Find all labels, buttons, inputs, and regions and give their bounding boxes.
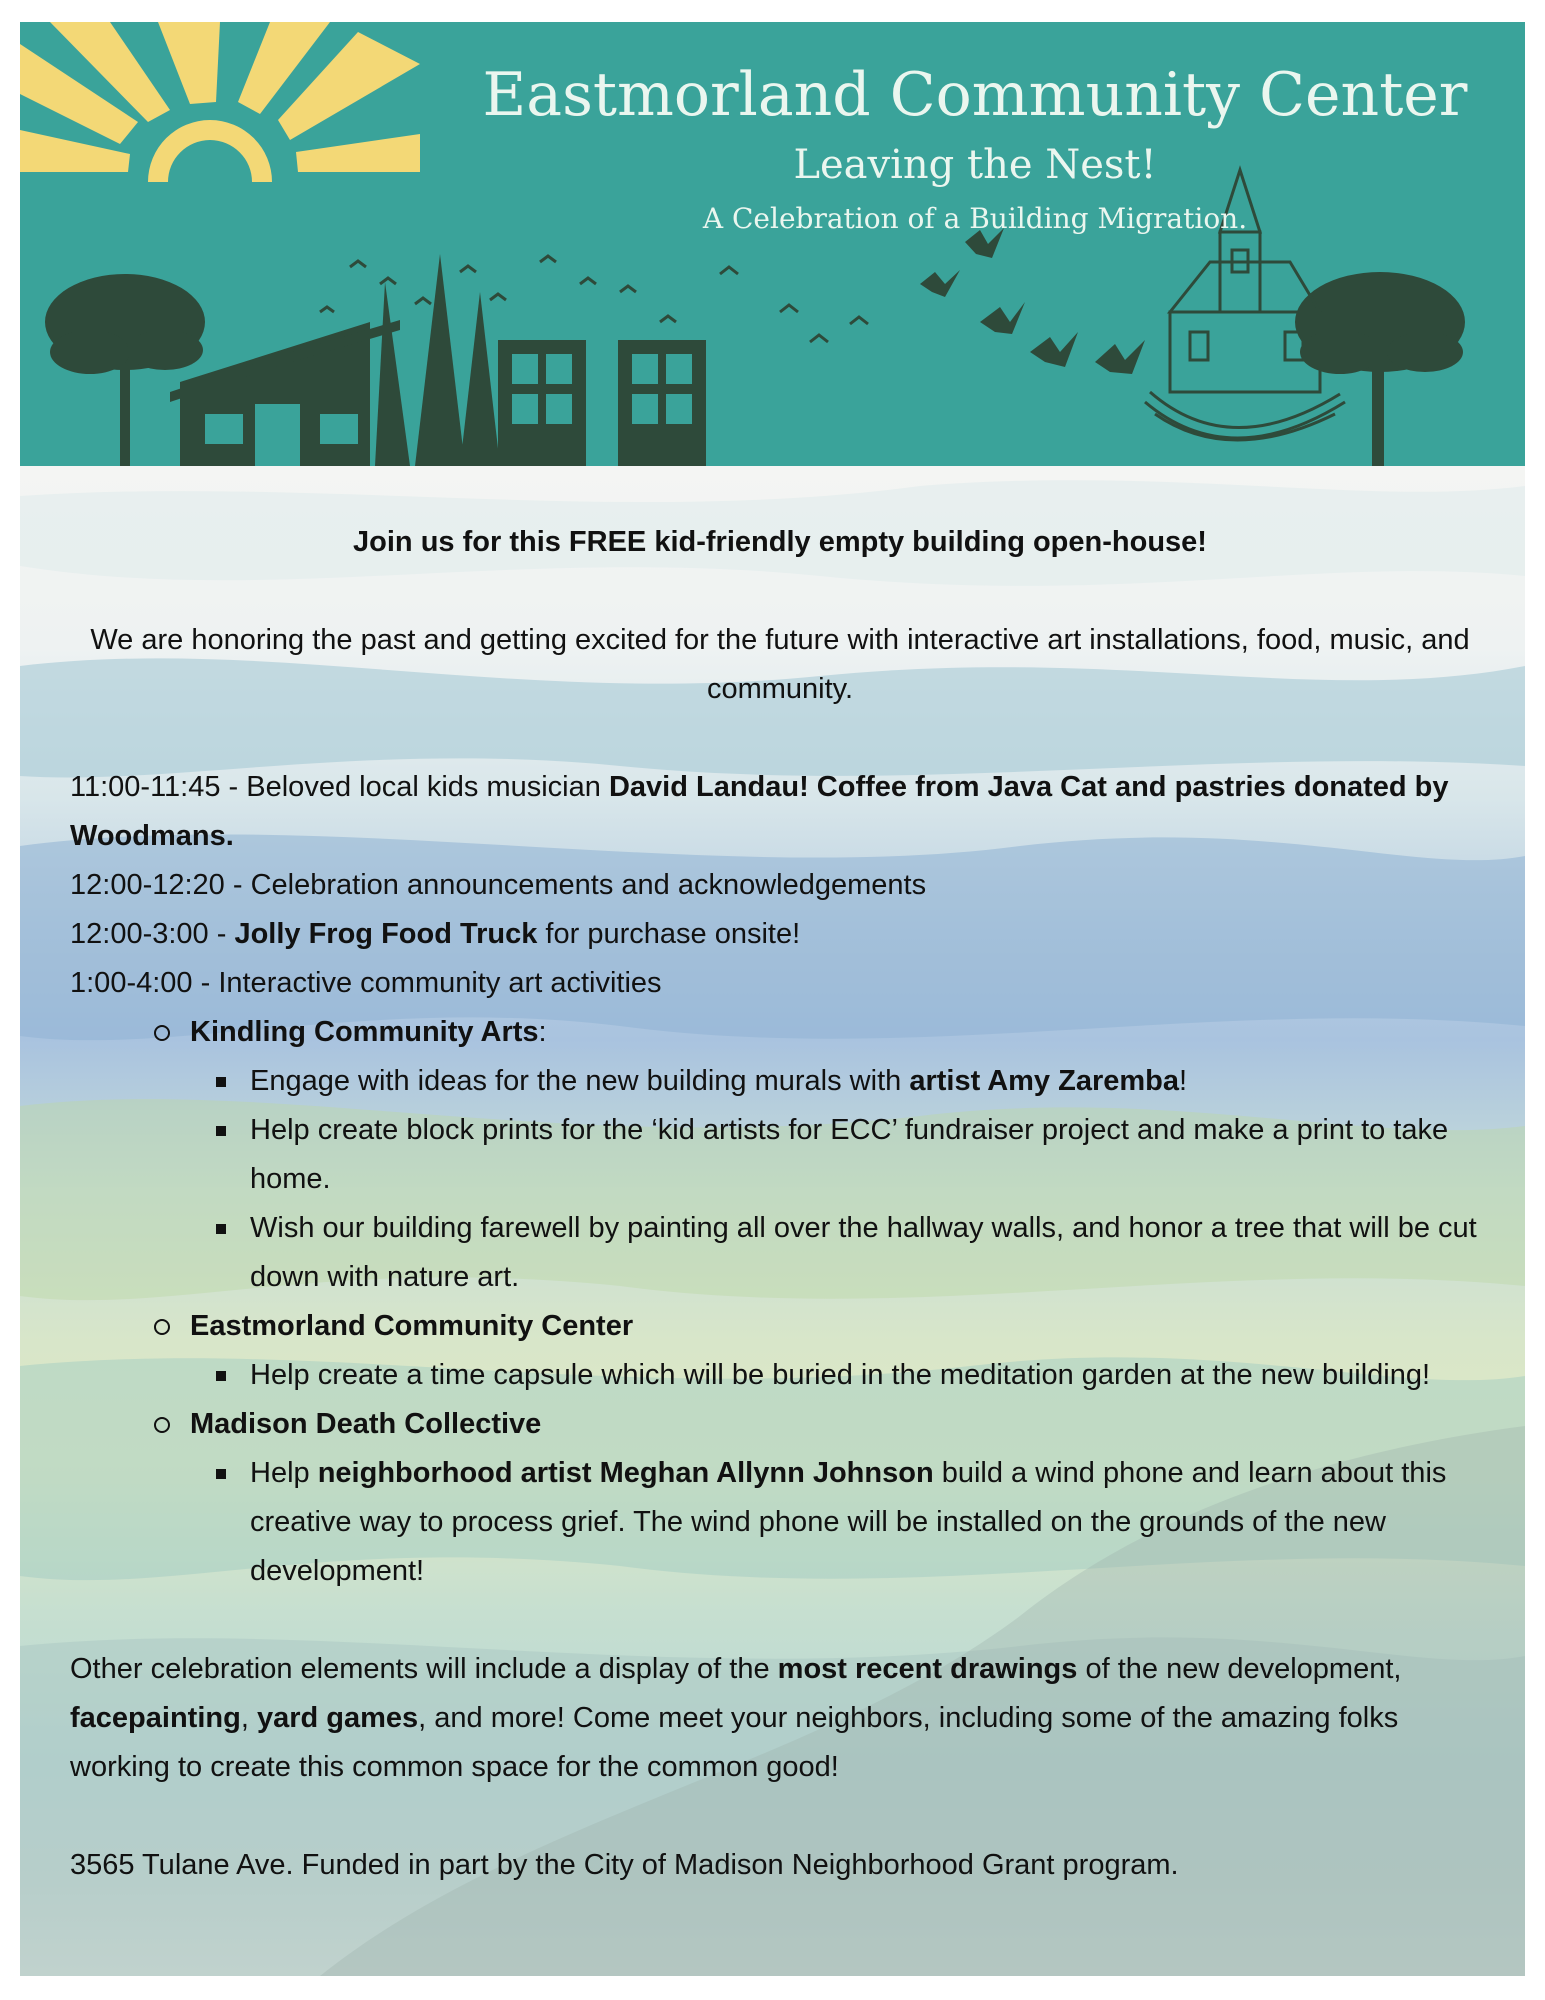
activity-group xyxy=(70,1400,1490,1449)
schedule-time: 12:00-3:00 xyxy=(70,918,209,950)
schedule-text: - Celebration announcements and acknowledgements xyxy=(224,869,927,901)
other-text: of the new development, xyxy=(1077,1653,1402,1685)
other-text: Other celebration elements will include a display of the xyxy=(70,1653,778,1685)
item-text: Wish our building farewell by painting all over the hallway walls, and honor a tree that will be cut down with nature art. xyxy=(250,1212,1477,1293)
square-bullet-icon xyxy=(216,1077,226,1087)
activity-item xyxy=(70,1057,1490,1106)
schedule-text: - Beloved local kids musician xyxy=(220,771,609,803)
schedule-item xyxy=(70,763,1490,861)
schedule-after: for purchase onsite! xyxy=(537,918,801,950)
watercolor-body xyxy=(20,466,1525,1976)
schedule-list xyxy=(70,763,1490,1008)
other-highlight: yard games xyxy=(256,1702,419,1734)
item-text: Help xyxy=(250,1457,318,1489)
schedule-highlight: David Landau! Coffee from Java Cat and pastries donated by Woodmans. xyxy=(70,771,1449,852)
schedule-item xyxy=(70,861,1490,910)
group-suffix: : xyxy=(538,1016,547,1048)
activity-item xyxy=(70,1351,1490,1400)
item-highlight: artist Amy Zaremba xyxy=(909,1065,1180,1097)
header-banner xyxy=(20,22,1525,466)
skyline-silhouette xyxy=(45,254,1465,466)
activity-group xyxy=(70,1008,1490,1057)
item-text: Engage with ideas for the new building murals with xyxy=(250,1065,910,1097)
item-text: Help create block prints for the ‘kid artists for ECC’ fundraiser project and make a print to take home. xyxy=(250,1114,1449,1195)
schedule-time: 1:00-4:00 xyxy=(70,967,193,999)
square-bullet-icon xyxy=(216,1469,226,1479)
intro-headline: Join us for this FREE kid-friendly empty building open-house! xyxy=(353,526,1207,558)
page-subtitle: Leaving the Nest! xyxy=(793,142,1157,188)
intro-description: We are honoring the past and getting excited for the future with interactive art installations, food, music, and community. xyxy=(90,624,1470,705)
other-highlight: most recent drawings xyxy=(777,1653,1078,1685)
group-name: Madison Death Collective xyxy=(190,1408,542,1440)
schedule-highlight: Jolly Frog Food Truck xyxy=(234,918,538,950)
birds-flock-icon xyxy=(320,256,868,342)
circle-bullet-icon xyxy=(154,1025,170,1041)
other-text: , and more! Come meet your neighbors, including some of the amazing folks working to create this common space for the common good! xyxy=(70,1702,1399,1783)
sun-icon xyxy=(20,22,420,182)
other-text: , xyxy=(240,1702,257,1734)
circle-bullet-icon xyxy=(154,1319,170,1335)
schedule-text: - Interactive community art activities xyxy=(192,967,662,999)
item-text: Help create a time capsule which will be buried in the meditation garden at the new building! xyxy=(250,1359,1431,1391)
square-bullet-icon xyxy=(216,1224,226,1234)
schedule-time: 12:00-12:20 xyxy=(70,869,225,901)
activity-groups xyxy=(70,1008,1490,1596)
group-name: Kindling Community Arts xyxy=(190,1016,539,1048)
page-title: Eastmorland Community Center xyxy=(482,60,1468,130)
birds-large-icon xyxy=(920,228,1145,374)
schedule-text: - xyxy=(208,918,235,950)
other-highlight: facepainting xyxy=(70,1702,241,1734)
page-tagline: A Celebration of a Building Migration. xyxy=(702,202,1248,235)
activity-item xyxy=(70,1449,1490,1596)
other-elements-paragraph xyxy=(70,1645,1490,1792)
schedule-time: 11:00-11:45 xyxy=(70,771,221,803)
schedule-item xyxy=(70,910,1490,959)
square-bullet-icon xyxy=(216,1371,226,1381)
activity-item xyxy=(70,1204,1490,1302)
footer-address: 3565 Tulane Ave. Funded in part by the City of Madison Neighborhood Grant program. xyxy=(70,1849,1179,1881)
group-name: Eastmorland Community Center xyxy=(190,1310,634,1342)
circle-bullet-icon xyxy=(154,1417,170,1433)
schedule-item xyxy=(70,959,1490,1008)
item-text-after: ! xyxy=(1179,1065,1188,1097)
activity-item xyxy=(70,1106,1490,1204)
activity-group xyxy=(70,1302,1490,1351)
square-bullet-icon xyxy=(216,1126,226,1136)
content-area xyxy=(70,518,1490,1890)
item-highlight: neighborhood artist Meghan Allynn Johnson xyxy=(317,1457,934,1489)
item-text-after: build a wind phone and learn about this creative way to process grief. The wind phone will be installed on the grounds of the new development! xyxy=(250,1457,1447,1587)
